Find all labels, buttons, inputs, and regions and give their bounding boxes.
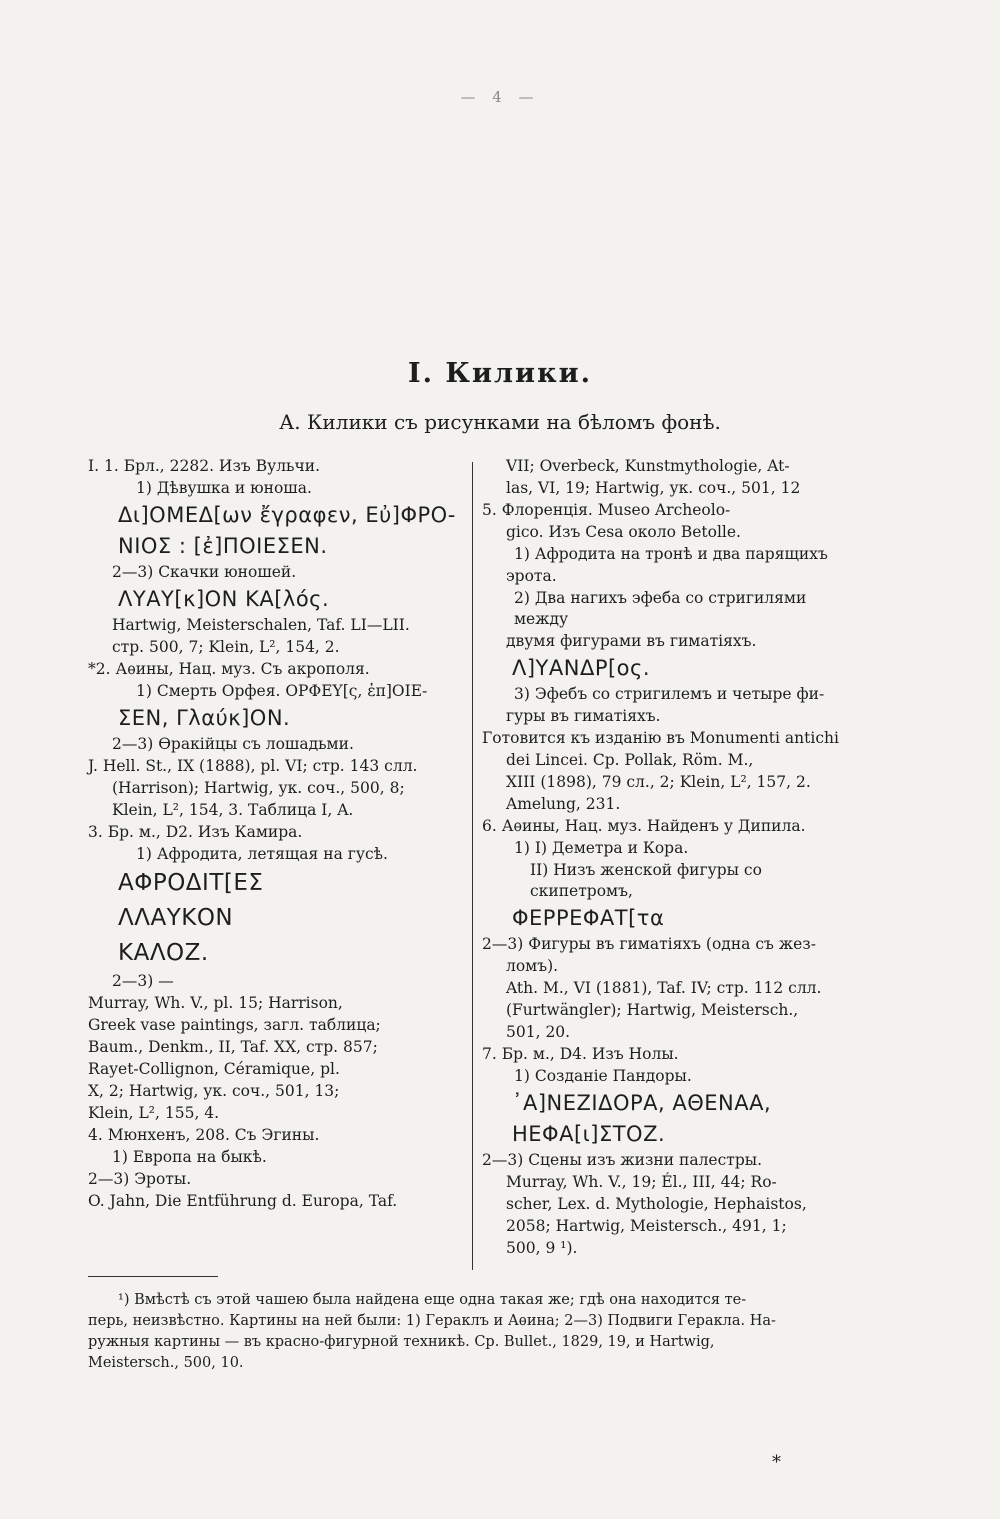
column-divider bbox=[472, 462, 473, 1270]
catalog-line: 3) Эфебъ со стригилемъ и четыре фи- bbox=[514, 685, 825, 703]
catalog-line: Rayet-Collignon, Céramique, pl. bbox=[88, 1060, 340, 1078]
catalog-line: 1) Афродита на тронѣ и два парящихъ bbox=[514, 545, 828, 563]
catalog-line: 1) Дѣвушка и юноша. bbox=[136, 479, 312, 497]
catalog-line: Murray, Wh. V., 19; Él., III, 44; Ro- bbox=[506, 1173, 777, 1191]
catalog-line: 501, 20. bbox=[506, 1023, 571, 1041]
catalog-line: Δι]ΟΜΕΔ[ων ἔγραφεν, Εὐ]ΦΡΟ- bbox=[118, 503, 456, 527]
catalog-line: 1) Афродита, летящая на гусѣ. bbox=[136, 845, 388, 863]
footnote-line: перь, неизвѣстно. Картины на ней были: 1) Гераклъ и Аѳина; 2—3) Подвиги Геракла. На- bbox=[88, 1313, 776, 1329]
catalog-line: II) Низъ женской фигуры со скипетромъ, bbox=[530, 861, 762, 900]
catalog-line: Готовится къ изданію въ Monumenti antichi bbox=[482, 729, 839, 747]
catalog-line: J. Hell. St., IX (1888), pl. VI; стр. 143 слл. bbox=[88, 757, 418, 775]
catalog-line: Ath. M., VI (1881), Taf. IV; стр. 112 слл. bbox=[506, 979, 822, 997]
catalog-line: XIII (1898), 79 сл., 2; Klein, L², 157, 2. bbox=[506, 773, 811, 791]
catalog-line: 2—3) — bbox=[112, 972, 174, 990]
catalog-line: scher, Lex. d. Mythologie, Hephaistos, bbox=[506, 1195, 807, 1213]
catalog-line: Murray, Wh. V., pl. 15; Harrison, bbox=[88, 994, 343, 1012]
right-column bbox=[482, 456, 844, 1260]
catalog-line: стр. 500, 7; Klein, L², 154, 2. bbox=[112, 638, 340, 656]
catalog-line: ΗΕΦΑ[ι]ΣΤΟΖ. bbox=[512, 1122, 666, 1146]
catalog-line: 7. Бр. м., D4. Изъ Нолы. bbox=[482, 1045, 679, 1063]
footnote-line: ¹) Вмѣстѣ съ этой чашею была найдена еще одна такая же; гдѣ она находится те- bbox=[118, 1292, 747, 1308]
footnote bbox=[88, 1290, 838, 1374]
catalog-line: 6. Аѳины, Нац. муз. Найденъ у Дипила. bbox=[482, 817, 806, 835]
section-subtitle: А. Килики съ рисунками на бѣломъ фонѣ. bbox=[279, 410, 721, 434]
catalog-line: 1) Смерть Орфея. ΟΡΦΕΥ[ς, ἐπ]ΟΙΕ- bbox=[136, 682, 428, 700]
catalog-line: 1) Созданіе Пандоры. bbox=[514, 1067, 692, 1085]
catalog-line: Hartwig, Meisterschalen, Taf. LI—LII. bbox=[112, 616, 410, 634]
catalog-line: 4. Мюнхенъ, 208. Съ Эгины. bbox=[88, 1126, 320, 1144]
catalog-line: 500, 9 ¹). bbox=[506, 1239, 578, 1257]
left-column bbox=[88, 456, 466, 1213]
catalog-line: 2058; Hartwig, Meistersch., 491, 1; bbox=[506, 1217, 787, 1235]
catalog-line: гуры въ гиматіяхъ. bbox=[506, 707, 661, 725]
catalog-line: ΛΛΑΥΚΟΝ bbox=[118, 905, 234, 931]
catalog-line: 2) Два нагихъ эфеба со стригилями между bbox=[514, 589, 807, 628]
catalog-line: ΚΑΛΟΖ. bbox=[118, 940, 209, 966]
catalog-line: 1) Европа на быкѣ. bbox=[112, 1148, 267, 1166]
catalog-line: ΛΥΑΥ[κ]ΟΝ ΚΑ[λός. bbox=[118, 587, 330, 611]
catalog-line: (Harrison); Hartwig, ук. соч., 500, 8; bbox=[112, 779, 405, 797]
catalog-line: Λ]ΥΑΝΔΡ[ος. bbox=[512, 656, 651, 680]
page-mark: * bbox=[772, 1452, 781, 1473]
catalog-line: 2—3) Ѳракійцы съ лошадьми. bbox=[112, 735, 354, 753]
catalog-line: двумя фигурами въ гиматіяхъ. bbox=[506, 632, 757, 650]
catalog-line: ΝΙΟΣ : [ἐ]ΠΟΙΕΣΕΝ. bbox=[118, 534, 328, 558]
catalog-line: ΦΕΡΡΕΦΑΤ[τα bbox=[512, 906, 665, 930]
catalog-line: ломъ). bbox=[506, 957, 559, 975]
catalog-line: 1) I) Деметра и Кора. bbox=[514, 839, 689, 857]
catalog-line: Klein, L², 155, 4. bbox=[88, 1104, 220, 1122]
section-title: I. Килики. bbox=[407, 358, 592, 389]
catalog-line: dei Lincei. Cp. Pollak, Röm. M., bbox=[506, 751, 754, 769]
catalog-line: (Furtwängler); Hartwig, Meistersch., bbox=[506, 1001, 799, 1019]
catalog-line: Klein, L², 154, 3. Таблица I, A. bbox=[112, 801, 354, 819]
catalog-line: 3. Бр. м., D2. Изъ Камира. bbox=[88, 823, 303, 841]
page-number: — 4 — bbox=[460, 88, 540, 106]
catalog-line: 2—3) Эроты. bbox=[88, 1170, 192, 1188]
catalog-line: las, VI, 19; Hartwig, ук. соч., 501, 12 bbox=[506, 479, 801, 497]
catalog-line: gico. Изъ Cesa около Betolle. bbox=[506, 523, 741, 541]
catalog-line: VII; Overbeck, Kunstmythologie, At- bbox=[506, 457, 790, 475]
catalog-line: эрота. bbox=[506, 567, 557, 585]
catalog-line: *2. Аѳины, Нац. муз. Съ акрополя. bbox=[88, 660, 370, 678]
catalog-line: I. 1. Брл., 2282. Изъ Вульчи. bbox=[88, 457, 320, 475]
footnote-rule bbox=[88, 1276, 218, 1277]
catalog-line: X, 2; Hartwig, ук. соч., 501, 13; bbox=[88, 1082, 340, 1100]
catalog-line: 2—3) Фигуры въ гиматіяхъ (одна съ жез- bbox=[482, 935, 816, 953]
footnote-line: Meistersch., 500, 10. bbox=[88, 1355, 244, 1371]
catalog-line: 2—3) Скачки юношей. bbox=[112, 563, 297, 581]
catalog-line: O. Jahn, Die Entführung d. Europa, Taf. bbox=[88, 1192, 398, 1210]
catalog-line: ΣΕΝ, Γλαύκ]ΟΝ. bbox=[118, 706, 291, 730]
catalog-line: ΑΦΡΟΔΙΤ[ΕΣ bbox=[118, 870, 264, 896]
catalog-line: Baum., Denkm., II, Taf. XX, стр. 857; bbox=[88, 1038, 378, 1056]
catalog-line: Amelung, 231. bbox=[506, 795, 621, 813]
catalog-line: 5. Флоренція. Museo Archeolo- bbox=[482, 501, 731, 519]
catalog-line: ᾿Α]ΝΕΖΙΔΟΡΑ, ΑΘΕΝΑΑ, bbox=[512, 1091, 772, 1115]
catalog-line: Greek vase paintings, загл. таблица; bbox=[88, 1016, 381, 1034]
catalog-line: 2—3) Сцены изъ жизни палестры. bbox=[482, 1151, 763, 1169]
footnote-line: ружныя картины — въ красно-фигурной техникѣ. Ср. Bullet., 1829, 19, и Hartwig, bbox=[88, 1334, 715, 1350]
